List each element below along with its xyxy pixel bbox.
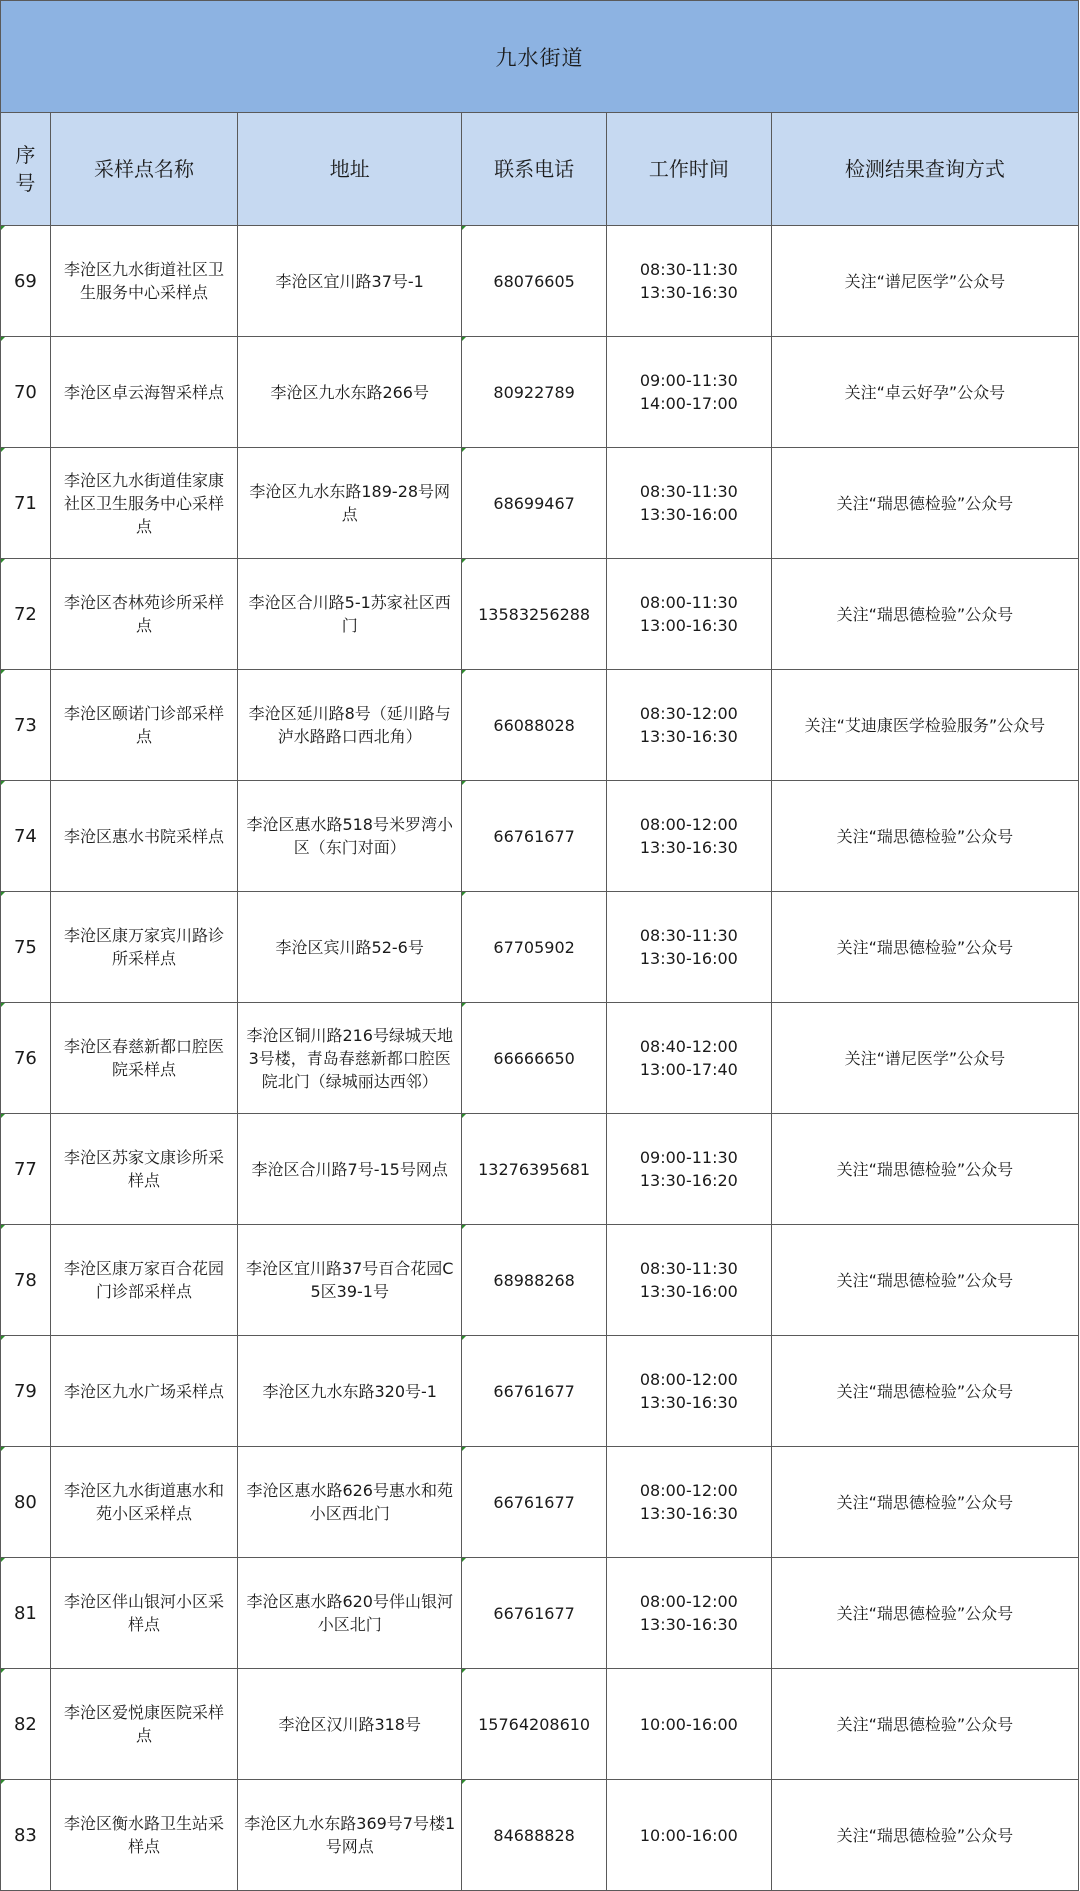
cell-corner-marker-icon <box>1 892 5 896</box>
site-address: 李沧区惠水路518号米罗湾小区（东门对面） <box>238 781 462 892</box>
hours-line: 13:30-16:00 <box>639 949 738 968</box>
site-name: 李沧区康万家宾川路诊所采样点 <box>50 892 237 1003</box>
row-number: 69 <box>1 226 51 337</box>
cell-corner-marker-icon <box>462 1447 466 1451</box>
header-site-name: 采样点名称 <box>50 113 237 226</box>
hours-line: 08:30-12:00 <box>639 704 738 723</box>
row-number: 73 <box>1 670 51 781</box>
hours-line: 08:30-11:30 <box>639 926 738 945</box>
cell-corner-marker-icon <box>462 781 466 785</box>
hours-line: 08:00-11:30 <box>639 593 738 612</box>
cell-corner-marker-icon <box>1 1225 5 1229</box>
hours-line: 13:30-16:30 <box>639 1615 738 1634</box>
row-number: 79 <box>1 1336 51 1447</box>
site-name: 李沧区爱悦康医院采样点 <box>50 1669 237 1780</box>
site-phone: 80922789 <box>462 337 607 448</box>
hours-line: 13:30-16:30 <box>639 1393 738 1412</box>
hours-line: 09:00-11:30 <box>639 1148 738 1167</box>
result-query-method: 关注“瑞思德检验”公众号 <box>771 1558 1078 1669</box>
hours-line: 10:00-16:00 <box>639 1825 738 1845</box>
hours-line: 08:00-12:00 <box>639 815 738 834</box>
site-address: 李沧区九水东路266号 <box>238 337 462 448</box>
hours-line: 09:00-11:30 <box>639 371 738 390</box>
cell-corner-marker-icon <box>462 226 466 230</box>
site-hours <box>606 559 771 670</box>
row-number: 76 <box>1 1003 51 1114</box>
hours-line: 08:30-11:30 <box>639 1259 738 1278</box>
row-number: 70 <box>1 337 51 448</box>
hours-line: 08:00-12:00 <box>639 1370 738 1389</box>
cell-corner-marker-icon <box>462 1669 466 1673</box>
result-query-method: 关注“瑞思德检验”公众号 <box>771 1336 1078 1447</box>
site-hours <box>606 1114 771 1225</box>
header-address: 地址 <box>238 113 462 226</box>
table-row <box>1 1336 1079 1447</box>
site-hours <box>606 1225 771 1336</box>
cell-corner-marker-icon <box>1 1336 5 1340</box>
cell-corner-marker-icon <box>462 337 466 341</box>
result-query-method: 关注“瑞思德检验”公众号 <box>771 1225 1078 1336</box>
cell-corner-marker-icon <box>462 1003 466 1007</box>
cell-corner-marker-icon <box>1 559 5 563</box>
site-phone: 13583256288 <box>462 559 607 670</box>
hours-line: 08:30-11:30 <box>639 260 738 279</box>
header-row <box>1 113 1079 226</box>
hours-line: 13:00-16:30 <box>639 616 738 635</box>
site-hours <box>606 1780 771 1891</box>
site-phone: 13276395681 <box>462 1114 607 1225</box>
table-row <box>1 448 1079 559</box>
row-number: 74 <box>1 781 51 892</box>
hours-line: 13:30-16:20 <box>639 1171 738 1190</box>
hours-line: 08:40-12:00 <box>639 1037 738 1056</box>
hours-line: 13:30-16:30 <box>639 838 738 857</box>
header-result-query: 检测结果查询方式 <box>771 113 1078 226</box>
result-query-method: 关注“艾迪康医学检验服务”公众号 <box>771 670 1078 781</box>
site-hours <box>606 670 771 781</box>
cell-corner-marker-icon <box>1 1003 5 1007</box>
site-phone: 68076605 <box>462 226 607 337</box>
row-number: 80 <box>1 1447 51 1558</box>
site-hours <box>606 1669 771 1780</box>
site-address: 李沧区九水东路189-28号网点 <box>238 448 462 559</box>
cell-corner-marker-icon <box>462 1225 466 1229</box>
site-hours <box>606 448 771 559</box>
cell-corner-marker-icon <box>1 1780 5 1784</box>
site-hours <box>606 781 771 892</box>
site-phone: 66761677 <box>462 781 607 892</box>
site-hours <box>606 1447 771 1558</box>
site-name: 李沧区九水街道社区卫生服务中心采样点 <box>50 226 237 337</box>
table-row <box>1 226 1079 337</box>
table-row <box>1 559 1079 670</box>
site-name: 李沧区九水广场采样点 <box>50 1336 237 1447</box>
site-phone: 66761677 <box>462 1447 607 1558</box>
result-query-method: 关注“谱尼医学”公众号 <box>771 1003 1078 1114</box>
site-address: 李沧区延川路8号（延川路与泸水路路口西北角） <box>238 670 462 781</box>
result-query-method: 关注“瑞思德检验”公众号 <box>771 559 1078 670</box>
row-number: 72 <box>1 559 51 670</box>
hours-line: 13:30-16:30 <box>639 727 738 746</box>
cell-corner-marker-icon <box>462 1780 466 1784</box>
site-address: 李沧区九水东路320号-1 <box>238 1336 462 1447</box>
row-number: 75 <box>1 892 51 1003</box>
site-name: 李沧区苏家文康诊所采样点 <box>50 1114 237 1225</box>
table-row <box>1 337 1079 448</box>
table-row <box>1 1114 1079 1225</box>
cell-corner-marker-icon <box>1 781 5 785</box>
cell-corner-marker-icon <box>1 337 5 341</box>
result-query-method: 关注“瑞思德检验”公众号 <box>771 448 1078 559</box>
site-name: 李沧区杏林苑诊所采样点 <box>50 559 237 670</box>
header-no: 序号 <box>1 113 51 226</box>
site-address: 李沧区惠水路626号惠水和苑小区西北门 <box>238 1447 462 1558</box>
site-address: 李沧区惠水路620号伴山银河小区北门 <box>238 1558 462 1669</box>
site-address: 李沧区铜川路216号绿城天地3号楼，青岛春慈新都口腔医院北门（绿城丽达西邻） <box>238 1003 462 1114</box>
result-query-method: 关注“瑞思德检验”公众号 <box>771 1780 1078 1891</box>
table-row <box>1 1447 1079 1558</box>
result-query-method: 关注“瑞思德检验”公众号 <box>771 1669 1078 1780</box>
hours-line: 13:30-16:30 <box>639 1504 738 1523</box>
site-name: 李沧区伴山银河小区采样点 <box>50 1558 237 1669</box>
cell-corner-marker-icon <box>462 448 466 452</box>
cell-corner-marker-icon <box>462 559 466 563</box>
site-name: 李沧区惠水书院采样点 <box>50 781 237 892</box>
site-phone: 66666650 <box>462 1003 607 1114</box>
site-hours <box>606 337 771 448</box>
site-address: 李沧区宾川路52-6号 <box>238 892 462 1003</box>
table-row <box>1 1558 1079 1669</box>
cell-corner-marker-icon <box>1 670 5 674</box>
cell-corner-marker-icon <box>1 1558 5 1562</box>
site-hours <box>606 1003 771 1114</box>
hours-line: 08:00-12:00 <box>639 1592 738 1611</box>
table-row <box>1 1780 1079 1891</box>
site-name: 李沧区九水街道惠水和苑小区采样点 <box>50 1447 237 1558</box>
row-number: 81 <box>1 1558 51 1669</box>
row-number: 77 <box>1 1114 51 1225</box>
site-phone: 66761677 <box>462 1336 607 1447</box>
hours-line: 13:30-16:00 <box>639 505 738 524</box>
row-number: 78 <box>1 1225 51 1336</box>
cell-corner-marker-icon <box>1 448 5 452</box>
cell-corner-marker-icon <box>462 670 466 674</box>
site-address: 李沧区宜川路37号百合花园C5区39-1号 <box>238 1225 462 1336</box>
hours-line: 13:00-17:40 <box>639 1060 738 1079</box>
site-address: 李沧区宜川路37号-1 <box>238 226 462 337</box>
cell-corner-marker-icon <box>462 892 466 896</box>
result-query-method: 关注“瑞思德检验”公众号 <box>771 781 1078 892</box>
site-address: 李沧区合川路7号-15号网点 <box>238 1114 462 1225</box>
site-phone: 66761677 <box>462 1558 607 1669</box>
site-address: 李沧区汉川路318号 <box>238 1669 462 1780</box>
site-phone: 84688828 <box>462 1780 607 1891</box>
site-hours <box>606 1558 771 1669</box>
result-query-method: 关注“卓云好孕”公众号 <box>771 337 1078 448</box>
row-number: 71 <box>1 448 51 559</box>
table-row <box>1 670 1079 781</box>
site-name: 李沧区衡水路卫生站采样点 <box>50 1780 237 1891</box>
hours-line: 14:00-17:00 <box>639 394 738 413</box>
cell-corner-marker-icon <box>1 1447 5 1451</box>
site-name: 李沧区春慈新都口腔医院采样点 <box>50 1003 237 1114</box>
cell-corner-marker-icon <box>1 1669 5 1673</box>
site-name: 李沧区颐诺门诊部采样点 <box>50 670 237 781</box>
site-address: 李沧区合川路5-1苏家社区西门 <box>238 559 462 670</box>
header-phone: 联系电话 <box>462 113 607 226</box>
site-phone: 66088028 <box>462 670 607 781</box>
site-hours <box>606 226 771 337</box>
site-name: 李沧区卓云海智采样点 <box>50 337 237 448</box>
site-phone: 68988268 <box>462 1225 607 1336</box>
table-row <box>1 1669 1079 1780</box>
cell-corner-marker-icon <box>1 226 5 230</box>
header-hours: 工作时间 <box>606 113 771 226</box>
result-query-method: 关注“瑞思德检验”公众号 <box>771 1114 1078 1225</box>
site-phone: 15764208610 <box>462 1669 607 1780</box>
hours-line: 10:00-16:00 <box>639 1714 738 1734</box>
site-hours <box>606 892 771 1003</box>
result-query-method: 关注“谱尼医学”公众号 <box>771 226 1078 337</box>
result-query-method: 关注“瑞思德检验”公众号 <box>771 892 1078 1003</box>
cell-corner-marker-icon <box>462 1558 466 1562</box>
title-row <box>1 1 1079 113</box>
row-number: 82 <box>1 1669 51 1780</box>
hours-line: 08:30-11:30 <box>639 482 738 501</box>
result-query-method: 关注“瑞思德检验”公众号 <box>771 1447 1078 1558</box>
table-row <box>1 892 1079 1003</box>
row-number: 83 <box>1 1780 51 1891</box>
table-row <box>1 781 1079 892</box>
hours-line: 08:00-12:00 <box>639 1481 738 1500</box>
sheet-title: 九水街道 <box>1 1 1079 113</box>
hours-line: 13:30-16:00 <box>639 1282 738 1301</box>
table-row <box>1 1003 1079 1114</box>
table-body <box>1 226 1079 1891</box>
site-phone: 68699467 <box>462 448 607 559</box>
site-phone: 67705902 <box>462 892 607 1003</box>
cell-corner-marker-icon <box>462 1114 466 1118</box>
site-hours <box>606 1336 771 1447</box>
site-name: 李沧区九水街道佳家康社区卫生服务中心采样点 <box>50 448 237 559</box>
cell-corner-marker-icon <box>462 1336 466 1340</box>
site-name: 李沧区康万家百合花园门诊部采样点 <box>50 1225 237 1336</box>
hours-line: 13:30-16:30 <box>639 283 738 302</box>
table-row <box>1 1225 1079 1336</box>
site-address: 李沧区九水东路369号7号楼1号网点 <box>238 1780 462 1891</box>
cell-corner-marker-icon <box>1 1114 5 1118</box>
